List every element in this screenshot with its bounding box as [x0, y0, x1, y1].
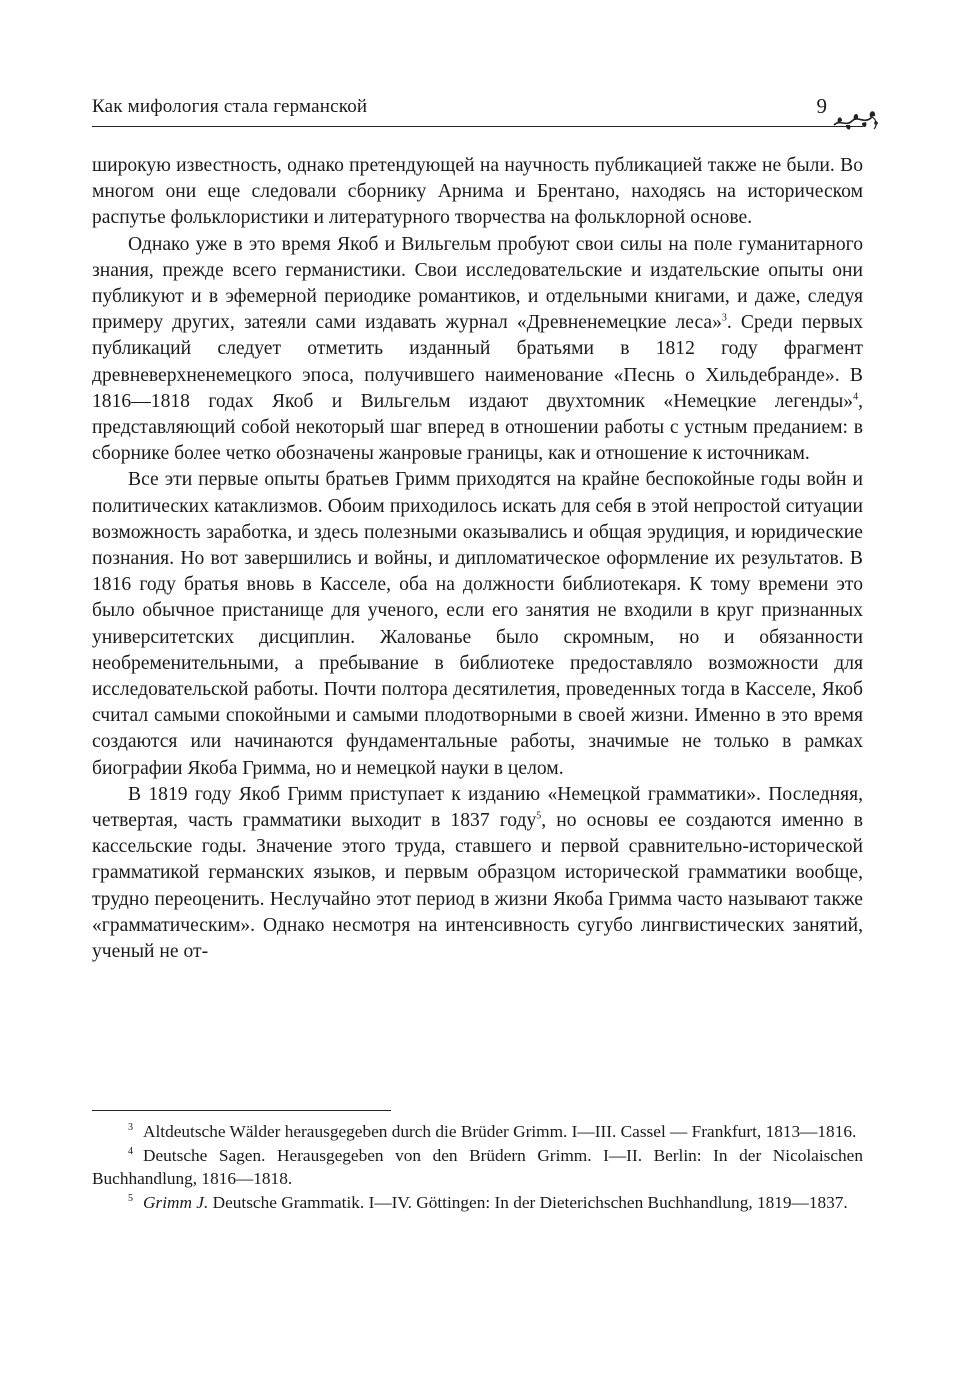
footnote-number: 4: [128, 1145, 133, 1157]
paragraph-4-text-b: , но основы ее создаются именно в кассельские годы. Значение этого труда, ставшего и первой сравнительно-исторической грамматикой германских языков, и первым образцом исторической грамматики вообще, трудно переоценить. Неслучайно этот период в жизни Якоба Гримма часто называют также «грамматическим». Однако несмотря на интенсивность сугубо лингвистических занятий, ученый не от-: [92, 810, 864, 963]
paragraph-1: широкую известность, однако претендующей на научность публикацией также не были. Во многом они еще следовали сборнику Арнима и Брентано, находясь на историческом распутье фольклористики и литературного творчества на фольклорной основе.: [92, 155, 863, 229]
paragraph-2-text-a: Однако уже в это время Якоб и Вильгельм пробуют свои силы на поле гуманитарного знания, прежде всего германистики. Свои исследовательские и издательские опыты они публикуют и в эфемерной периодике романтиков, и отдельными книгами, и даже, следуя примеру других, затеяли сами издавать журнал «Древненемецкие леса»: [92, 233, 863, 334]
footnote-4: [92, 1144, 863, 1191]
footnote-number: 5: [128, 1192, 133, 1204]
floral-ornament-icon: [832, 105, 880, 133]
footnote-text: Altdeutsche Wälder herausgegeben durch die Brüder Grimm. I—III. Cassel — Frankfurt, 1813—1816.: [143, 1122, 857, 1141]
paragraph-2: [92, 232, 863, 468]
footnote-author: Grimm J.: [143, 1192, 209, 1212]
page-number: 9: [816, 94, 827, 118]
paragraph-3: Все эти первые опыты братьев Гримм приходятся на крайне беспокойные годы войн и политических катаклизмов. Обоим приходилось искать для себя в этой непростой ситуации возможность заработка, и здесь полезными оказывались и общая эрудиция, и юридические познания. Но вот завершились и войны, и дипломатическое оформление их результатов. В 1816 году братья вновь в Касселе, оба на должности библиотекаря. К тому времени это было обычное пристанище для ученого, если его занятия не входили в круг признанных университетских дисциплин. Жалованье было скромным, но и обязанности необременительными, а пребывание в библиотеке предоставляло возможности для исследовательской работы. Почти полтора десятилетия, проведенных тогда в Касселе, Якоб считал самыми спокойными и самыми плодотворными в своей жизни. Именно в это время создаются или начинаются фундаментальные работы, значимые не только в рамках биографии Якоба Гримма, но и немецкой науки в целом.: [92, 469, 863, 779]
running-header: [92, 92, 863, 127]
footnote-divider: [92, 1110, 391, 1111]
footnote-ref-3: 3: [721, 312, 727, 324]
paragraph-2-text-c: , представляющий собой некоторый шаг вперед в отношении работы с устным преданием: в сборнике более четко обозначены жанровые границы, как и отношение к источникам.: [92, 390, 863, 465]
footnotes: [92, 1120, 863, 1214]
paragraph-2-text-b: . Среди первых публикаций следует отметить изданный братьями в 1812 году фрагмент древневерхненемецкого эпоса, получившего наименование «Песнь о Хильдебранде». В 1816—1818 годах Якоб и Вильгельм издают двухтомник «Немецкие легенды»: [92, 312, 863, 412]
footnote-ref-4: 4: [853, 391, 859, 403]
footnote-ref-5: 5: [536, 810, 542, 822]
footnote-number: 3: [128, 1122, 133, 1134]
footnote-text: Deutsche Sagen. Herausgegeben von den Brüdern Grimm. I—II. Berlin: In der Nicolaischen Buchhandlung, 1816—1818.: [92, 1145, 863, 1188]
paragraph-4: [92, 782, 863, 965]
footnote-5: [92, 1191, 863, 1215]
main-text: [92, 153, 863, 965]
footnote-text: Deutsche Grammatik. I—IV. Göttingen: In der Dieterichschen Buchhandlung, 1819—1837.: [208, 1192, 848, 1212]
paragraph-4-text-a: В 1819 году Якоб Гримм приступает к изданию «Немецкой грамматики». Последняя, четвертая, часть грамматики выходит в 1837 году: [92, 783, 863, 832]
footnote-3: [92, 1120, 863, 1144]
running-title: Как мифология стала германской: [92, 96, 368, 117]
